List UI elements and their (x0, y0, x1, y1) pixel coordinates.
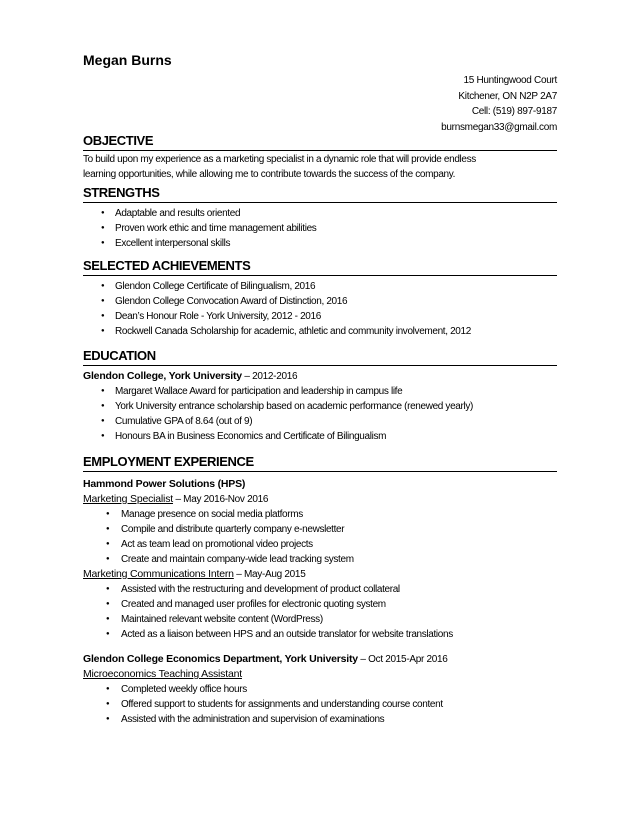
role-duties-list (83, 507, 557, 567)
achievements-section (83, 258, 557, 339)
employer-name: Glendon College Economics Department, York University (83, 653, 358, 665)
list-item: ● Dean’s Honour Role - York University, 2012 - 2016 (83, 309, 557, 324)
education-section (83, 348, 557, 444)
objective-line: learning opportunities, while allowing me to contribute towards the success of the company. (83, 169, 456, 180)
strengths-list (83, 206, 557, 251)
role-title: Microeconomics Teaching Assistant (83, 668, 242, 680)
list-item: ● Glendon College Certificate of Bilingualism, 2016 (83, 279, 557, 294)
role-heading (83, 492, 557, 507)
employer-name: Hammond Power Solutions (HPS) (83, 478, 246, 490)
list-item: ● Proven work ethic and time management abilities (83, 221, 557, 236)
education-dates: – 2012-2016 (241, 371, 298, 382)
achievements-list (83, 279, 557, 339)
list-item: ● Assisted with the administration and supervision of examinations (83, 712, 557, 727)
list-item: ● Maintained relevant website content (WordPress) (83, 612, 557, 627)
role-title: Marketing Specialist (83, 493, 173, 505)
list-item: ● Compile and distribute quarterly company e-newsletter (83, 522, 557, 537)
strengths-title: STRENGTHS (83, 185, 557, 203)
education-heading (83, 369, 557, 384)
role-duties-list (83, 682, 557, 727)
list-item: ● Assisted with the restructuring and development of product collateral (83, 582, 557, 597)
role-title: Marketing Communications Intern (83, 568, 234, 580)
objective-line: To build upon my experience as a marketing specialist in a dynamic role that will provide endless (83, 154, 476, 165)
list-item: ● Cumulative GPA of 8.64 (out of 9) (83, 414, 557, 429)
role-heading (83, 667, 557, 682)
list-item: ● Adaptable and results oriented (83, 206, 557, 221)
employer-heading (83, 477, 557, 492)
objective-text (83, 152, 557, 182)
list-item: ● Honours BA in Business Economics and Certificate of Bilingualism (83, 429, 557, 444)
role-duties-list (83, 582, 557, 642)
school-name: Glendon College, York University (83, 370, 242, 382)
education-list (83, 384, 557, 444)
list-item: ● Act as team lead on promotional video projects (83, 537, 557, 552)
contact-block (441, 73, 557, 135)
employment-section (83, 454, 557, 727)
email: burnsmegan33@gmail.com (441, 121, 557, 133)
list-item: ● Manage presence on social media platforms (83, 507, 557, 522)
role-dates: – May 2016-Nov 2016 (172, 494, 269, 505)
achievements-title: SELECTED ACHIEVEMENTS (83, 258, 557, 276)
objective-title: OBJECTIVE (83, 133, 557, 151)
candidate-name: Megan Burns (83, 52, 172, 68)
employment-title: EMPLOYMENT EXPERIENCE (83, 454, 557, 472)
list-item: ● Create and maintain company-wide lead tracking system (83, 552, 557, 567)
phone: Cell: (519) 897-9187 (471, 106, 557, 117)
education-title: EDUCATION (83, 348, 557, 366)
list-item: ● York University entrance scholarship based on academic performance (renewed yearly) (83, 399, 557, 414)
list-item: ● Created and managed user profiles for electronic quoting system (83, 597, 557, 612)
list-item: ● Offered support to students for assignments and understanding course content (83, 697, 557, 712)
employer-dates: – Oct 2015-Apr 2016 (357, 654, 448, 665)
list-item: ● Acted as a liaison between HPS and an outside translator for website translations (83, 627, 557, 642)
list-item: ● Glendon College Convocation Award of Distinction, 2016 (83, 294, 557, 309)
strengths-section (83, 185, 557, 251)
list-item: ● Rockwell Canada Scholarship for academic, athletic and community involvement, 2012 (83, 324, 557, 339)
list-item: ● Completed weekly office hours (83, 682, 557, 697)
list-item: ● Excellent interpersonal skills (83, 236, 557, 251)
list-item: ● Margaret Wallace Award for participation and leadership in campus life (83, 384, 557, 399)
address-line-1: 15 Huntingwood Court (463, 75, 557, 86)
objective-section (83, 133, 557, 182)
employer-heading (83, 652, 557, 667)
address-line-2: Kitchener, ON N2P 2A7 (458, 90, 557, 102)
role-heading (83, 567, 557, 582)
role-dates: – May-Aug 2015 (233, 569, 306, 580)
